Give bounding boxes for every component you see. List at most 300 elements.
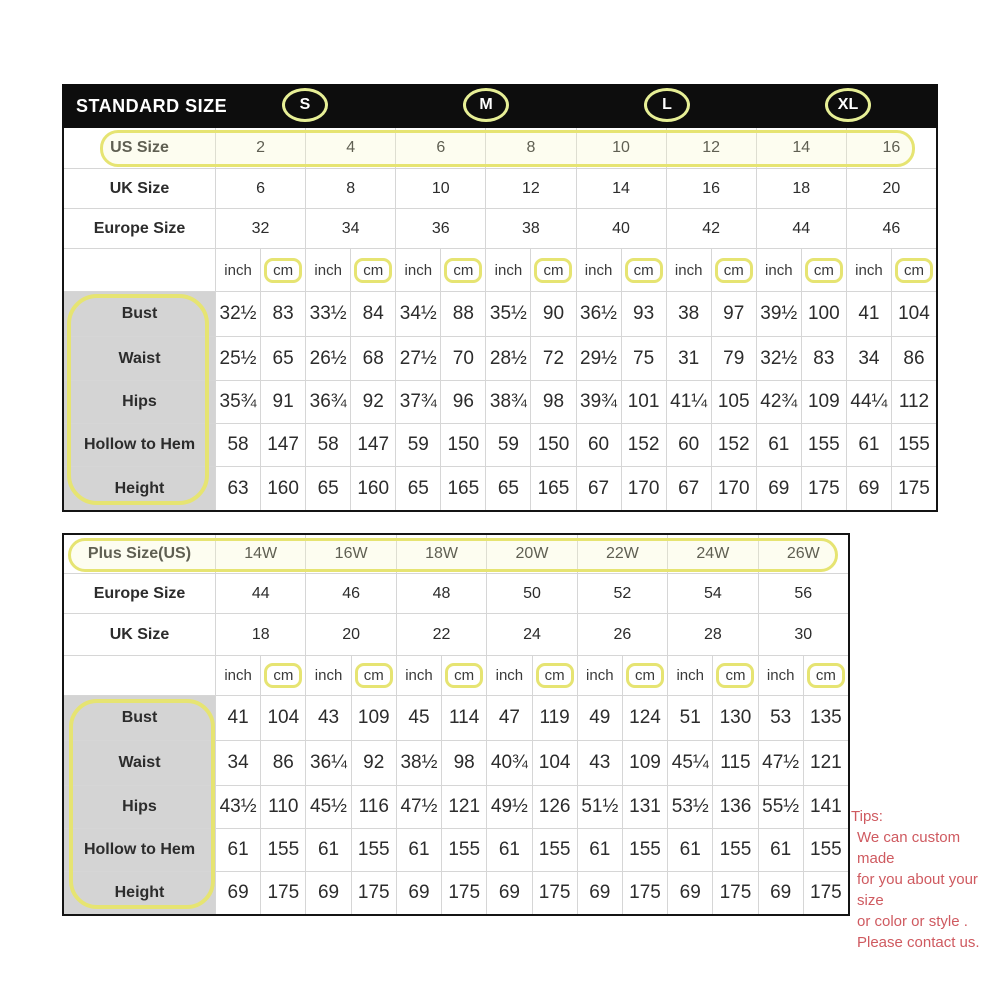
cm-highlight: cm (536, 663, 574, 688)
measure-value: 61 (577, 828, 622, 871)
measure-value: 155 (260, 828, 305, 871)
measure-value: 68 (350, 336, 395, 380)
measure-value: 36¼ (305, 740, 350, 785)
unit-row-label (64, 655, 215, 695)
measure-value: 155 (351, 828, 396, 871)
size-value: 56 (758, 573, 848, 613)
measure-value: 175 (801, 466, 846, 510)
measure-value: 61 (846, 423, 891, 466)
inch-label: inch (404, 261, 433, 279)
measure-value: 88 (440, 291, 485, 336)
cm-unit-cell (712, 655, 757, 695)
measure-value: 165 (530, 466, 575, 510)
measure-value: 27½ (395, 336, 440, 380)
cm-unit-cell (260, 248, 305, 291)
measure-value: 31 (666, 336, 711, 380)
measure-value: 175 (712, 871, 757, 914)
size-value: 18W (396, 535, 486, 573)
measure-value: 51 (667, 695, 712, 740)
measure-value: 136 (712, 785, 757, 828)
measure-value: 109 (622, 740, 667, 785)
measure-value: 147 (260, 423, 305, 466)
measure-value: 69 (396, 871, 441, 914)
measure-value: 114 (441, 695, 486, 740)
size-value: 16 (846, 128, 936, 168)
measure-value: 170 (711, 466, 756, 510)
measure-value: 60 (666, 423, 711, 466)
size-value: 8 (305, 168, 395, 208)
measure-value: 61 (215, 828, 260, 871)
size-value: 16 (666, 168, 756, 208)
measure-value: 32½ (756, 336, 801, 380)
cm-highlight: cm (625, 258, 663, 283)
size-value: 52 (577, 573, 667, 613)
measure-value: 59 (395, 423, 440, 466)
measure-value: 69 (667, 871, 712, 914)
measure-value: 34 (846, 336, 891, 380)
size-value: 32 (215, 208, 305, 248)
inch-label: inch (765, 261, 793, 279)
size-value: 16W (305, 535, 395, 573)
measure-value: 65 (305, 466, 350, 510)
inch-label: inch (314, 261, 342, 279)
table-row (64, 466, 936, 510)
table-row (64, 535, 848, 573)
cm-unit-cell (441, 655, 486, 695)
measure-value: 45 (396, 695, 441, 740)
measure-value: 141 (803, 785, 848, 828)
inch-label: inch (314, 667, 343, 684)
measure-value: 175 (803, 871, 848, 914)
size-value: 48 (396, 573, 486, 613)
measure-value: 69 (486, 871, 531, 914)
measure-value: 165 (440, 466, 485, 510)
size-value: 18 (215, 613, 305, 655)
table-row (64, 423, 936, 466)
measure-value: 51½ (577, 785, 622, 828)
measure-value: 104 (260, 695, 305, 740)
measure-value: 53 (758, 695, 803, 740)
size-value: 8 (485, 128, 575, 168)
size-value: 22 (396, 613, 486, 655)
size-xl-oval: XL (825, 88, 871, 122)
measure-value: 170 (621, 466, 666, 510)
inch-label: inch (224, 261, 252, 279)
size-value: 4 (305, 128, 395, 168)
measure-value: 53½ (667, 785, 712, 828)
cm-highlight: cm (354, 258, 392, 283)
measure-value: 175 (532, 871, 577, 914)
measure-value: 126 (532, 785, 577, 828)
inch-unit-cell (576, 248, 621, 291)
inch-label: inch (855, 261, 883, 279)
standard-size-title: STANDARD SIZE (76, 95, 228, 116)
size-value: 24W (667, 535, 757, 573)
measure-value: 43½ (215, 785, 260, 828)
size-value: 46 (305, 573, 395, 613)
measure-value: 175 (441, 871, 486, 914)
measure-value: 160 (260, 466, 305, 510)
measure-value: 112 (891, 380, 936, 423)
size-value: 38 (485, 208, 575, 248)
measure-value: 130 (712, 695, 757, 740)
cm-unit-cell (440, 248, 485, 291)
measure-value: 175 (260, 871, 305, 914)
cm-unit-cell (801, 248, 846, 291)
measure-label: Height (64, 871, 215, 914)
size-value: 44 (215, 573, 305, 613)
measure-value: 59 (485, 423, 530, 466)
measure-value: 63 (215, 466, 260, 510)
measure-value: 69 (758, 871, 803, 914)
measure-value: 175 (891, 466, 936, 510)
size-value: 12 (485, 168, 575, 208)
size-m-oval: M (463, 88, 509, 122)
measure-value: 155 (441, 828, 486, 871)
measure-value: 92 (351, 740, 396, 785)
measure-label: Hips (64, 785, 215, 828)
measure-value: 83 (260, 291, 305, 336)
cm-highlight: cm (805, 258, 843, 283)
measure-value: 147 (350, 423, 395, 466)
measure-label: Hips (64, 380, 215, 423)
measure-value: 65 (485, 466, 530, 510)
measure-value: 86 (260, 740, 305, 785)
measure-label: Bust (64, 695, 215, 740)
cm-unit-cell (260, 655, 305, 695)
table-row (64, 613, 848, 655)
measure-value: 92 (350, 380, 395, 423)
table-row (64, 740, 848, 785)
inch-label: inch (405, 667, 433, 684)
measure-value: 38¾ (485, 380, 530, 423)
measure-value: 35¾ (215, 380, 260, 423)
measure-value: 119 (532, 695, 577, 740)
measure-value: 91 (260, 380, 305, 423)
unit-header-row (64, 655, 848, 695)
cm-highlight: cm (534, 258, 572, 283)
measure-value: 35½ (485, 291, 530, 336)
measure-value: 29½ (576, 336, 621, 380)
measure-value: 93 (621, 291, 666, 336)
inch-label: inch (494, 261, 523, 279)
measure-value: 155 (712, 828, 757, 871)
size-s-oval: S (282, 88, 328, 122)
measure-value: 72 (530, 336, 575, 380)
measure-label: Bust (64, 291, 215, 336)
measure-value: 155 (891, 423, 936, 466)
measure-value: 44¼ (846, 380, 891, 423)
inch-label: inch (224, 667, 252, 684)
measure-value: 116 (351, 785, 396, 828)
table-row (64, 208, 936, 248)
measure-value: 69 (305, 871, 350, 914)
row-label: Europe Size (64, 208, 215, 248)
measure-label: Hollow to Hem (64, 423, 215, 466)
size-l-oval: L (644, 88, 690, 122)
table-row (64, 871, 848, 914)
measure-value: 61 (305, 828, 350, 871)
measure-value: 152 (621, 423, 666, 466)
size-value: 10 (576, 128, 666, 168)
measure-value: 45¼ (667, 740, 712, 785)
measure-value: 41 (215, 695, 260, 740)
cm-highlight: cm (264, 663, 302, 688)
inch-label: inch (676, 667, 704, 684)
standard-size-header (62, 84, 938, 128)
measure-value: 70 (440, 336, 485, 380)
measure-value: 25½ (215, 336, 260, 380)
measure-value: 65 (395, 466, 440, 510)
cm-unit-cell (622, 655, 667, 695)
measure-value: 152 (711, 423, 756, 466)
size-value: 54 (667, 573, 757, 613)
measure-value: 135 (803, 695, 848, 740)
measure-value: 32½ (215, 291, 260, 336)
inch-unit-cell (305, 655, 350, 695)
measure-value: 69 (756, 466, 801, 510)
tips-line: for you about your size (857, 871, 978, 909)
measure-value: 61 (667, 828, 712, 871)
cm-unit-cell (803, 655, 848, 695)
inch-unit-cell (756, 248, 801, 291)
measure-value: 115 (712, 740, 757, 785)
measure-value: 36½ (576, 291, 621, 336)
measure-value: 84 (350, 291, 395, 336)
measure-value: 69 (215, 871, 260, 914)
measure-value: 39½ (756, 291, 801, 336)
measure-label: Height (64, 466, 215, 510)
inch-unit-cell (577, 655, 622, 695)
measure-value: 47½ (396, 785, 441, 828)
tips-line: We can custom made (857, 829, 961, 867)
measure-value: 47½ (758, 740, 803, 785)
measure-value: 67 (576, 466, 621, 510)
measure-value: 33½ (305, 291, 350, 336)
measure-value: 58 (215, 423, 260, 466)
cm-highlight: cm (264, 258, 302, 283)
measure-value: 79 (711, 336, 756, 380)
tips-title: Tips: (851, 808, 883, 825)
inch-unit-cell (846, 248, 891, 291)
row-label: Plus Size(US) (64, 535, 215, 573)
measure-value: 175 (622, 871, 667, 914)
measure-value: 49½ (486, 785, 531, 828)
cm-unit-cell (532, 655, 577, 695)
table-row (64, 695, 848, 740)
cm-unit-cell (621, 248, 666, 291)
measure-value: 34 (215, 740, 260, 785)
size-value: 2 (215, 128, 305, 168)
cm-highlight: cm (895, 258, 933, 283)
inch-label: inch (584, 261, 613, 279)
inch-unit-cell (305, 248, 350, 291)
size-value: 20 (305, 613, 395, 655)
measure-value: 42¾ (756, 380, 801, 423)
measure-value: 83 (801, 336, 846, 380)
plus-size-table-body (64, 535, 848, 914)
cm-unit-cell (711, 248, 756, 291)
table-row (64, 785, 848, 828)
inch-unit-cell (395, 248, 440, 291)
inch-label: inch (674, 261, 703, 279)
cm-highlight: cm (444, 258, 482, 283)
size-value: 44 (756, 208, 846, 248)
cm-unit-cell (350, 248, 395, 291)
measure-value: 34½ (395, 291, 440, 336)
measure-value: 96 (440, 380, 485, 423)
measure-value: 175 (351, 871, 396, 914)
measure-value: 69 (846, 466, 891, 510)
inch-label: inch (766, 667, 795, 684)
measure-value: 124 (622, 695, 667, 740)
size-value: 6 (215, 168, 305, 208)
measure-value: 67 (666, 466, 711, 510)
size-value: 28 (667, 613, 757, 655)
measure-value: 60 (576, 423, 621, 466)
measure-value: 100 (801, 291, 846, 336)
measure-value: 86 (891, 336, 936, 380)
measure-value: 65 (260, 336, 305, 380)
inch-unit-cell (485, 248, 530, 291)
size-value: 26W (758, 535, 848, 573)
measure-value: 43 (577, 740, 622, 785)
measure-value: 109 (801, 380, 846, 423)
size-value: 24 (486, 613, 576, 655)
table-row (64, 380, 936, 423)
measure-value: 150 (440, 423, 485, 466)
measure-value: 61 (486, 828, 531, 871)
measure-value: 160 (350, 466, 395, 510)
cm-highlight: cm (716, 663, 754, 688)
cm-highlight: cm (445, 663, 483, 688)
measure-value: 155 (622, 828, 667, 871)
unit-header-row (64, 248, 936, 291)
inch-unit-cell (215, 655, 260, 695)
size-value: 6 (395, 128, 485, 168)
size-value: 18 (756, 168, 846, 208)
inch-label: inch (495, 667, 524, 684)
measure-value: 98 (530, 380, 575, 423)
measure-value: 121 (441, 785, 486, 828)
measure-value: 47 (486, 695, 531, 740)
table-row (64, 336, 936, 380)
standard-size-table (62, 84, 938, 512)
measure-value: 110 (260, 785, 305, 828)
row-label: UK Size (64, 168, 215, 208)
measure-value: 150 (530, 423, 575, 466)
size-value: 50 (486, 573, 576, 613)
table-row (64, 573, 848, 613)
custom-made-tips (851, 806, 1000, 953)
measure-value: 90 (530, 291, 575, 336)
size-value: 20W (486, 535, 576, 573)
measure-value: 61 (758, 828, 803, 871)
size-value: 14 (576, 168, 666, 208)
inch-unit-cell (215, 248, 260, 291)
measure-value: 155 (803, 828, 848, 871)
cm-highlight: cm (626, 663, 664, 688)
measure-value: 131 (622, 785, 667, 828)
measure-value: 38½ (396, 740, 441, 785)
measure-value: 49 (577, 695, 622, 740)
row-label: US Size (64, 128, 215, 168)
size-value: 40 (576, 208, 666, 248)
measure-value: 109 (351, 695, 396, 740)
measure-label: Waist (64, 740, 215, 785)
size-value: 10 (395, 168, 485, 208)
measure-value: 121 (803, 740, 848, 785)
unit-row-label (64, 248, 215, 291)
inch-unit-cell (486, 655, 531, 695)
measure-value: 36¾ (305, 380, 350, 423)
table-row (64, 291, 936, 336)
measure-value: 41¼ (666, 380, 711, 423)
measure-value: 39¾ (576, 380, 621, 423)
row-label: UK Size (64, 613, 215, 655)
size-value: 14 (756, 128, 846, 168)
size-value: 42 (666, 208, 756, 248)
measure-value: 155 (801, 423, 846, 466)
measure-label: Hollow to Hem (64, 828, 215, 871)
measure-value: 38 (666, 291, 711, 336)
size-value: 14W (215, 535, 305, 573)
size-value: 34 (305, 208, 395, 248)
plus-size-table (62, 533, 850, 916)
inch-unit-cell (396, 655, 441, 695)
measure-value: 40¾ (486, 740, 531, 785)
row-label: Europe Size (64, 573, 215, 613)
measure-value: 104 (891, 291, 936, 336)
measure-value: 98 (441, 740, 486, 785)
measure-value: 104 (532, 740, 577, 785)
measure-value: 105 (711, 380, 756, 423)
measure-value: 28½ (485, 336, 530, 380)
measure-value: 69 (577, 871, 622, 914)
size-value: 26 (577, 613, 667, 655)
measure-value: 61 (756, 423, 801, 466)
measure-value: 55½ (758, 785, 803, 828)
size-value: 36 (395, 208, 485, 248)
tips-line: or color or style . (857, 913, 968, 930)
measure-value: 37¾ (395, 380, 440, 423)
size-value: 22W (577, 535, 667, 573)
measure-value: 43 (305, 695, 350, 740)
cm-unit-cell (891, 248, 936, 291)
table-row (64, 828, 848, 871)
measure-value: 61 (396, 828, 441, 871)
cm-highlight: cm (355, 663, 393, 688)
table-row (64, 168, 936, 208)
size-value: 12 (666, 128, 756, 168)
inch-label: inch (586, 667, 614, 684)
cm-unit-cell (351, 655, 396, 695)
cm-highlight: cm (715, 258, 753, 283)
cm-highlight: cm (807, 663, 845, 688)
measure-label: Waist (64, 336, 215, 380)
measure-value: 26½ (305, 336, 350, 380)
inch-unit-cell (666, 248, 711, 291)
size-value: 46 (846, 208, 936, 248)
measure-value: 97 (711, 291, 756, 336)
standard-size-table-body (62, 128, 938, 512)
measure-value: 101 (621, 380, 666, 423)
inch-unit-cell (667, 655, 712, 695)
measure-value: 155 (532, 828, 577, 871)
measure-value: 58 (305, 423, 350, 466)
tips-line: Please contact us. (857, 934, 980, 951)
measure-value: 41 (846, 291, 891, 336)
